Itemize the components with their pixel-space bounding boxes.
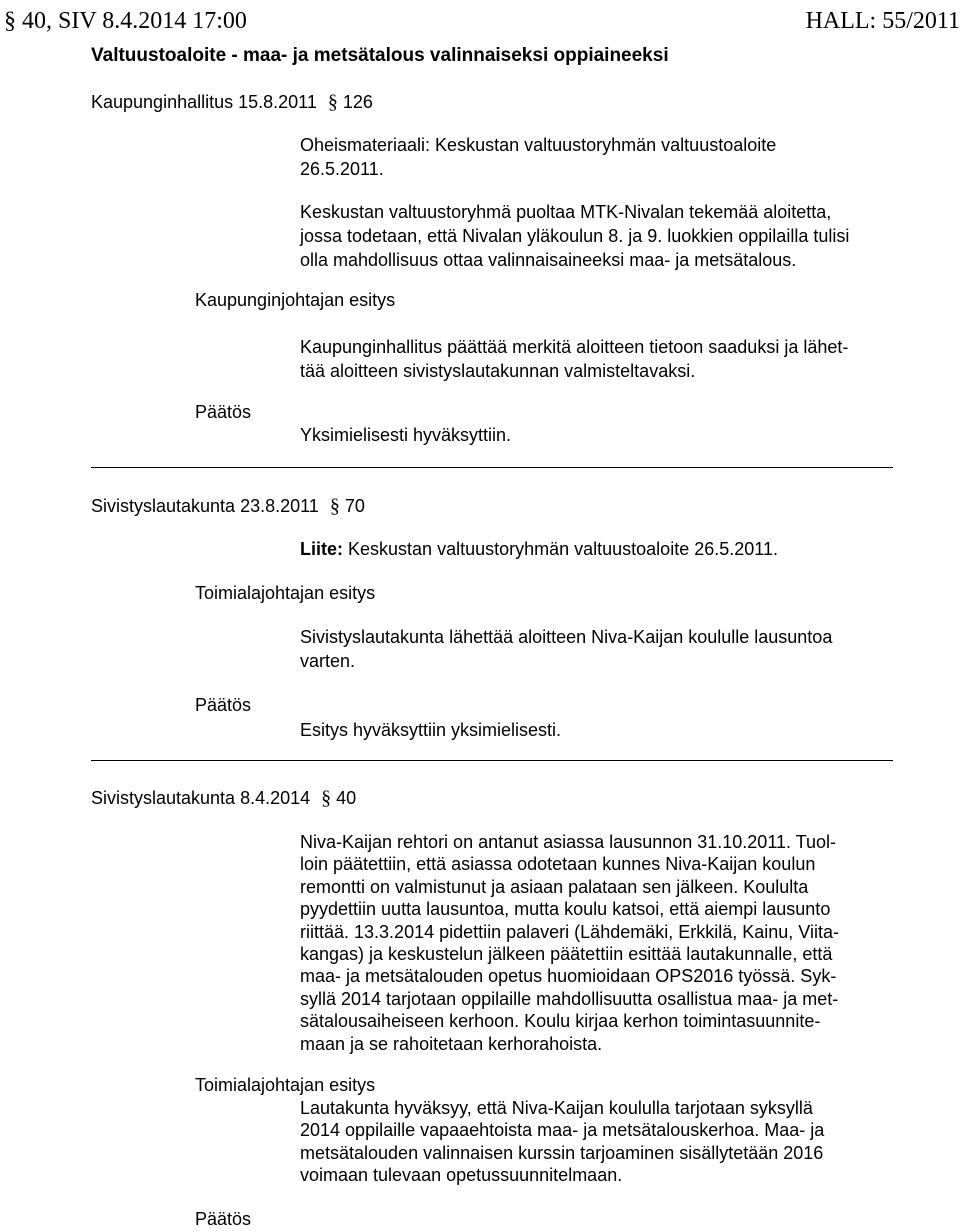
decision-text-1: Yksimielisesti hyväksyttiin. [300, 425, 512, 445]
meeting-number: 40 [336, 788, 357, 808]
decision-label-3: Päätös [195, 1209, 252, 1229]
paragraph-sign: § [329, 495, 340, 517]
paragraph-sign: § [327, 91, 338, 113]
meeting-name: Sivistyslautakunta 23.8.2011 [91, 496, 319, 516]
decision-text-2: Esitys hyväksyttiin yksimielisesti. [300, 720, 562, 740]
section-divider-1 [91, 467, 893, 468]
proposal-label-1: Kaupunginjohtajan esitys [195, 290, 396, 310]
meeting-name: Sivistyslautakunta 8.4.2014 [91, 788, 311, 808]
decision-label-2: Päätös [195, 695, 252, 715]
meeting-heading-2 [91, 494, 365, 518]
proposal-label-2: Toimialajohtajan esitys [195, 583, 376, 603]
meeting-heading-3 [91, 786, 356, 810]
document-header-right: HALL: 55/2011 [805, 8, 960, 34]
attachment-label: Liite: [300, 539, 343, 559]
document-header-left: § 40, SIV 8.4.2014 17:00 [4, 8, 247, 34]
attachment-text: Keskustan valtuustoryhmän valtuustoaloite 26.5.2011. [348, 539, 778, 559]
meeting-number: 70 [344, 496, 365, 516]
decision-label-1: Päätös [195, 402, 252, 422]
meeting-name: Kaupunginhallitus 15.8.2011 [91, 92, 317, 112]
meeting-number: 126 [342, 92, 373, 112]
paragraph-sign: § [321, 787, 332, 809]
section-divider-2 [91, 760, 893, 761]
proposal-label-3: Toimialajohtajan esitys [195, 1075, 376, 1095]
meeting-heading-1 [91, 90, 373, 114]
attachment-note-2 [300, 537, 778, 561]
page-title: Valtuustoaloite - maa- ja metsätalous valinnaiseksi oppiaineeksi [91, 45, 669, 66]
